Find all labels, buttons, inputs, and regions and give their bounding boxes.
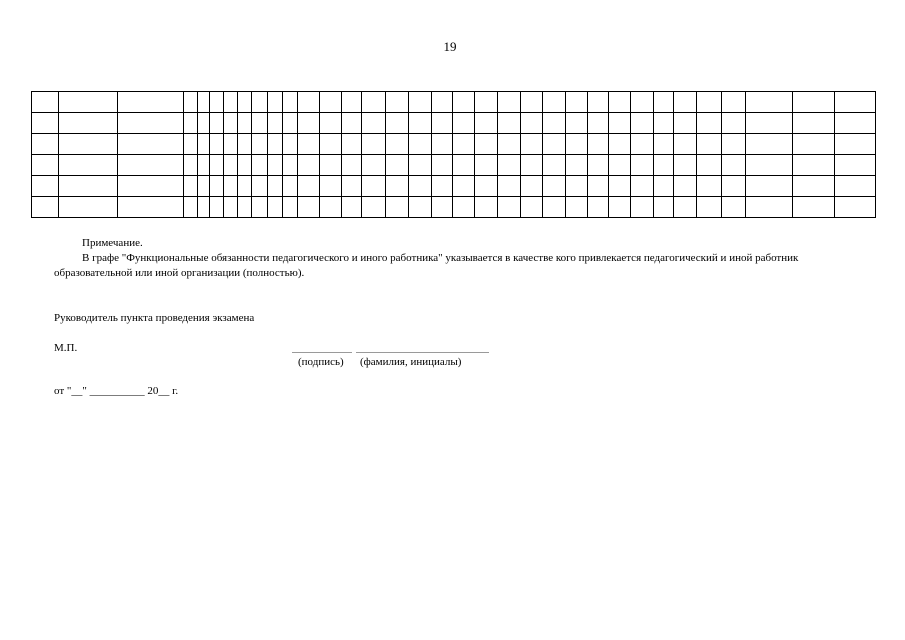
table-cell <box>408 113 431 134</box>
table-cell <box>674 113 697 134</box>
table-cell <box>630 155 653 176</box>
table-cell <box>587 176 609 197</box>
table-cell <box>566 134 588 155</box>
table-cell <box>431 92 453 113</box>
table-cell <box>251 92 267 113</box>
table-cell <box>431 134 453 155</box>
table-cell <box>251 113 267 134</box>
table-cell <box>630 113 653 134</box>
table-cell <box>793 134 834 155</box>
table-cell <box>251 155 267 176</box>
table-cell <box>183 92 197 113</box>
table-cell <box>298 197 320 218</box>
table-cell <box>834 176 875 197</box>
table-row <box>32 134 876 155</box>
table-cell <box>283 134 298 155</box>
table-cell <box>721 113 745 134</box>
table-cell <box>117 134 183 155</box>
table-cell <box>630 197 653 218</box>
table-cell <box>453 92 475 113</box>
table-cell <box>223 197 237 218</box>
table-cell <box>59 197 118 218</box>
note-text: В графе "Функциональные обязанности педагогического и иного работника" указывается в качестве кого привлекается педагогический и иной работник образовательной или иной организации (полностью). <box>54 252 799 279</box>
table-cell <box>320 134 342 155</box>
table-cell <box>362 176 386 197</box>
table-cell <box>408 155 431 176</box>
table-cell <box>298 113 320 134</box>
table-cell <box>543 134 566 155</box>
table-cell <box>609 134 631 155</box>
table-cell <box>251 176 267 197</box>
table-cell <box>587 113 609 134</box>
table-cell <box>408 176 431 197</box>
table-cell <box>183 134 197 155</box>
table-cell <box>653 113 674 134</box>
table-cell <box>431 155 453 176</box>
table-cell <box>520 134 543 155</box>
table-cell <box>497 197 520 218</box>
table-cell <box>320 155 342 176</box>
table-cell <box>298 134 320 155</box>
table-cell <box>475 92 498 113</box>
page-number: 19 <box>443 39 457 54</box>
table-cell <box>341 113 362 134</box>
table-cell <box>520 176 543 197</box>
table-cell <box>453 134 475 155</box>
table-cell <box>209 176 223 197</box>
table-cell <box>793 176 834 197</box>
table-cell <box>298 155 320 176</box>
table-cell <box>697 92 722 113</box>
signature-line <box>292 352 352 353</box>
table-cell <box>117 92 183 113</box>
table-cell <box>320 176 342 197</box>
table-cell <box>197 197 209 218</box>
table-cell <box>475 176 498 197</box>
table-cell <box>721 92 745 113</box>
table-cell <box>32 155 59 176</box>
table-cell <box>59 134 118 155</box>
table-cell <box>475 197 498 218</box>
table-cell <box>721 134 745 155</box>
table-cell <box>183 197 197 218</box>
table-cell <box>386 176 409 197</box>
table-cell <box>653 197 674 218</box>
table-cell <box>653 134 674 155</box>
signature-label: (подпись) <box>298 356 344 368</box>
table-cell <box>237 155 251 176</box>
table-cell <box>237 176 251 197</box>
table-cell <box>475 113 498 134</box>
table-cell <box>674 197 697 218</box>
table-cell <box>283 197 298 218</box>
table-cell <box>362 113 386 134</box>
table-cell <box>721 197 745 218</box>
table-cell <box>197 134 209 155</box>
table-cell <box>59 113 118 134</box>
table-cell <box>653 92 674 113</box>
table-cell <box>609 155 631 176</box>
table-cell <box>609 92 631 113</box>
table-cell <box>408 197 431 218</box>
table-cell <box>362 134 386 155</box>
table-cell <box>117 197 183 218</box>
table-cell <box>431 176 453 197</box>
table-cell <box>237 113 251 134</box>
table-cell <box>609 176 631 197</box>
table-cell <box>341 176 362 197</box>
table-cell <box>453 113 475 134</box>
table-cell <box>298 176 320 197</box>
table-row <box>32 113 876 134</box>
table-cell <box>520 92 543 113</box>
table-cell <box>341 134 362 155</box>
table-cell <box>341 92 362 113</box>
table-cell <box>475 155 498 176</box>
table-cell <box>223 134 237 155</box>
table-cell <box>251 197 267 218</box>
table-cell <box>543 197 566 218</box>
table-cell <box>745 134 793 155</box>
table-cell <box>587 134 609 155</box>
table-cell <box>362 155 386 176</box>
table-cell <box>697 113 722 134</box>
table-cell <box>237 92 251 113</box>
table-cell <box>653 155 674 176</box>
table-cell <box>59 176 118 197</box>
table-cell <box>283 176 298 197</box>
table-cell <box>497 176 520 197</box>
exam-point-head-title: Руководитель пункта проведения экзамена <box>54 312 255 324</box>
table-cell <box>587 197 609 218</box>
table-cell <box>475 134 498 155</box>
table-cell <box>745 92 793 113</box>
table-cell <box>520 113 543 134</box>
table-cell <box>543 92 566 113</box>
stamp-label: М.П. <box>54 342 78 354</box>
table-cell <box>59 155 118 176</box>
table-cell <box>283 155 298 176</box>
table-cell <box>566 155 588 176</box>
table-cell <box>183 176 197 197</box>
table-cell <box>697 197 722 218</box>
table-cell <box>566 113 588 134</box>
table-cell <box>32 92 59 113</box>
table-cell <box>223 176 237 197</box>
table-cell <box>630 92 653 113</box>
table-cell <box>674 134 697 155</box>
table-cell <box>520 155 543 176</box>
table-cell <box>745 155 793 176</box>
table-cell <box>834 197 875 218</box>
table-cell <box>341 155 362 176</box>
table-cell <box>543 113 566 134</box>
table-cell <box>237 197 251 218</box>
table-cell <box>674 176 697 197</box>
table-cell <box>209 92 223 113</box>
table-cell <box>223 92 237 113</box>
table-cell <box>117 155 183 176</box>
table-cell <box>223 155 237 176</box>
table-cell <box>268 197 283 218</box>
table-row <box>32 92 876 113</box>
note-title: Примечание. <box>82 237 143 249</box>
table-cell <box>386 197 409 218</box>
table-cell <box>251 134 267 155</box>
table-cell <box>745 176 793 197</box>
table-cell <box>223 113 237 134</box>
table-cell <box>320 92 342 113</box>
table-cell <box>209 134 223 155</box>
blank-table <box>31 91 876 218</box>
table-cell <box>283 113 298 134</box>
table-cell <box>408 92 431 113</box>
table-cell <box>721 176 745 197</box>
table-cell <box>587 92 609 113</box>
table-cell <box>543 155 566 176</box>
table-cell <box>674 155 697 176</box>
table-cell <box>453 155 475 176</box>
table-cell <box>268 176 283 197</box>
date-line: от "__" __________ 20__ г. <box>54 385 179 397</box>
table-cell <box>341 197 362 218</box>
table-cell <box>834 134 875 155</box>
table-cell <box>453 197 475 218</box>
table-cell <box>453 176 475 197</box>
name-line <box>356 352 489 353</box>
table-cell <box>630 134 653 155</box>
table-cell <box>197 155 209 176</box>
table-cell <box>408 134 431 155</box>
table-cell <box>320 113 342 134</box>
table-cell <box>630 176 653 197</box>
table-cell <box>237 134 251 155</box>
table-cell <box>117 113 183 134</box>
table-cell <box>566 197 588 218</box>
table-cell <box>197 92 209 113</box>
table-cell <box>497 155 520 176</box>
table-cell <box>320 197 342 218</box>
table-cell <box>653 176 674 197</box>
table-cell <box>32 197 59 218</box>
table-cell <box>721 155 745 176</box>
table-cell <box>209 155 223 176</box>
table-cell <box>793 155 834 176</box>
table-cell <box>497 92 520 113</box>
table-cell <box>609 113 631 134</box>
table-cell <box>834 113 875 134</box>
table-row <box>32 176 876 197</box>
table-cell <box>386 113 409 134</box>
table-cell <box>268 134 283 155</box>
table-cell <box>834 155 875 176</box>
table-cell <box>362 92 386 113</box>
table-cell <box>268 92 283 113</box>
table-cell <box>566 176 588 197</box>
table-row <box>32 197 876 218</box>
table-cell <box>386 155 409 176</box>
table-cell <box>793 113 834 134</box>
table-cell <box>283 92 298 113</box>
table-cell <box>298 92 320 113</box>
table-cell <box>431 113 453 134</box>
table-cell <box>697 176 722 197</box>
table-cell <box>497 134 520 155</box>
table-cell <box>32 134 59 155</box>
table-cell <box>587 155 609 176</box>
table-cell <box>268 113 283 134</box>
table-cell <box>431 197 453 218</box>
table-cell <box>197 176 209 197</box>
table-cell <box>745 113 793 134</box>
name-label: (фамилия, инициалы) <box>360 356 462 368</box>
table-cell <box>268 155 283 176</box>
table-cell <box>566 92 588 113</box>
table-cell <box>209 197 223 218</box>
table-row <box>32 155 876 176</box>
table-cell <box>520 197 543 218</box>
table-cell <box>183 113 197 134</box>
table-cell <box>697 134 722 155</box>
table-cell <box>697 155 722 176</box>
table-cell <box>497 113 520 134</box>
table-cell <box>674 92 697 113</box>
table-cell <box>32 113 59 134</box>
table-cell <box>117 176 183 197</box>
table-cell <box>209 113 223 134</box>
table-cell <box>793 92 834 113</box>
table-cell <box>793 197 834 218</box>
table-cell <box>834 92 875 113</box>
table-cell <box>32 176 59 197</box>
table-cell <box>386 92 409 113</box>
table-cell <box>362 197 386 218</box>
table-cell <box>543 176 566 197</box>
table-cell <box>183 155 197 176</box>
table-cell <box>745 197 793 218</box>
table-cell <box>609 197 631 218</box>
table-cell <box>59 92 118 113</box>
table-cell <box>386 134 409 155</box>
table-cell <box>197 113 209 134</box>
